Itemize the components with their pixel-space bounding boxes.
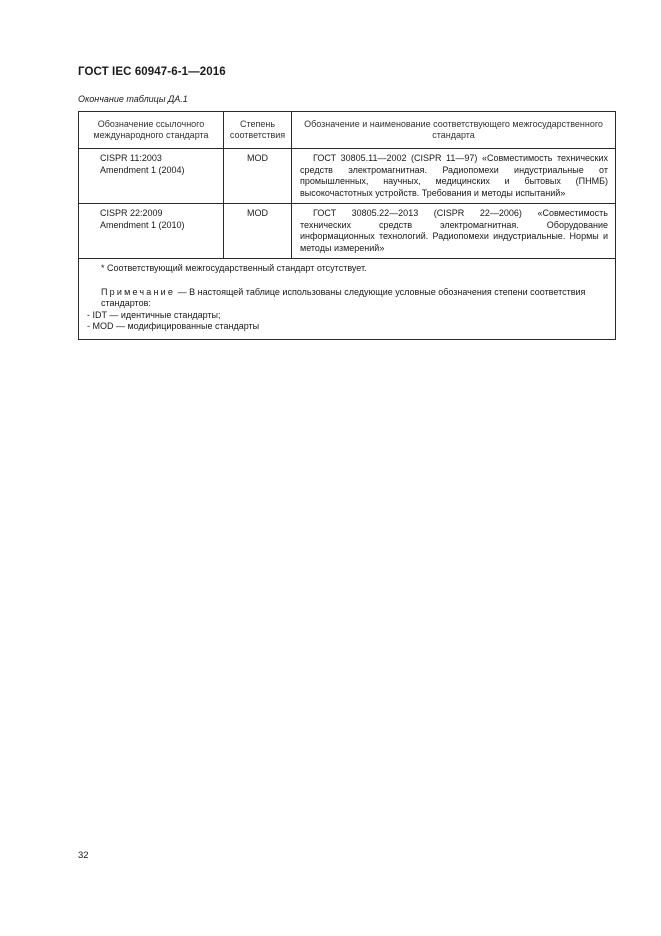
document-header: ГОСТ IEC 60947-6-1—2016 bbox=[78, 66, 226, 78]
degree-cell: MOD bbox=[224, 149, 292, 204]
footnote: * Соответствующий межгосударственный стандарт отсутствует. bbox=[101, 263, 367, 273]
table-footer-row bbox=[79, 259, 616, 340]
interstate-standard-cell: ГОСТ 30805.22—2013 (CISPR 22—2006) «Совместимость технических средств электромагнитная. Оборудование информационных технологий. Радиопомехи индустриальные. Нормы и методы измерений» bbox=[292, 204, 616, 259]
note-text: — В настоящей таблице использованы следующие условные обозначения степени соответствия стандартов: bbox=[101, 286, 586, 308]
note-item: - IDT — идентичные стандарты; bbox=[87, 309, 221, 320]
interstate-standard-cell: ГОСТ 30805.11—2002 (CISPR 11—97) «Совместимость технических средств электромагнитная. Радиопомехи индустриальные от промышленных, научных, медицинских и бытовых (ПНМБ) высокочастотных устройств. Требования и методы испытаний» bbox=[292, 149, 616, 204]
reference-standard-cell: CISPR 22:2009 Amendment 1 (2010) bbox=[79, 204, 224, 259]
reference-standard-cell: CISPR 11:2003 Amendment 1 (2004) bbox=[79, 149, 224, 204]
table-row bbox=[79, 149, 616, 204]
column-header-degree: Степень соответствия bbox=[224, 112, 292, 149]
note-label: Примечание bbox=[101, 286, 176, 297]
degree-cell: MOD bbox=[224, 204, 292, 259]
column-header-reference: Обозначение ссылочного международного стандарта bbox=[79, 112, 224, 149]
table-header-row bbox=[79, 112, 616, 149]
column-header-interstate-standard: Обозначение и наименование соответствующего межгосударственного стандарта bbox=[292, 112, 616, 149]
standards-table bbox=[78, 111, 616, 340]
note-item: - MOD — модифицированные стандарты bbox=[87, 321, 260, 331]
table-caption: Окончание таблицы ДА.1 bbox=[78, 94, 188, 104]
note-paragraph bbox=[87, 287, 609, 310]
page-number: 32 bbox=[78, 850, 89, 861]
table-notes bbox=[79, 259, 616, 340]
table-row bbox=[79, 204, 616, 259]
